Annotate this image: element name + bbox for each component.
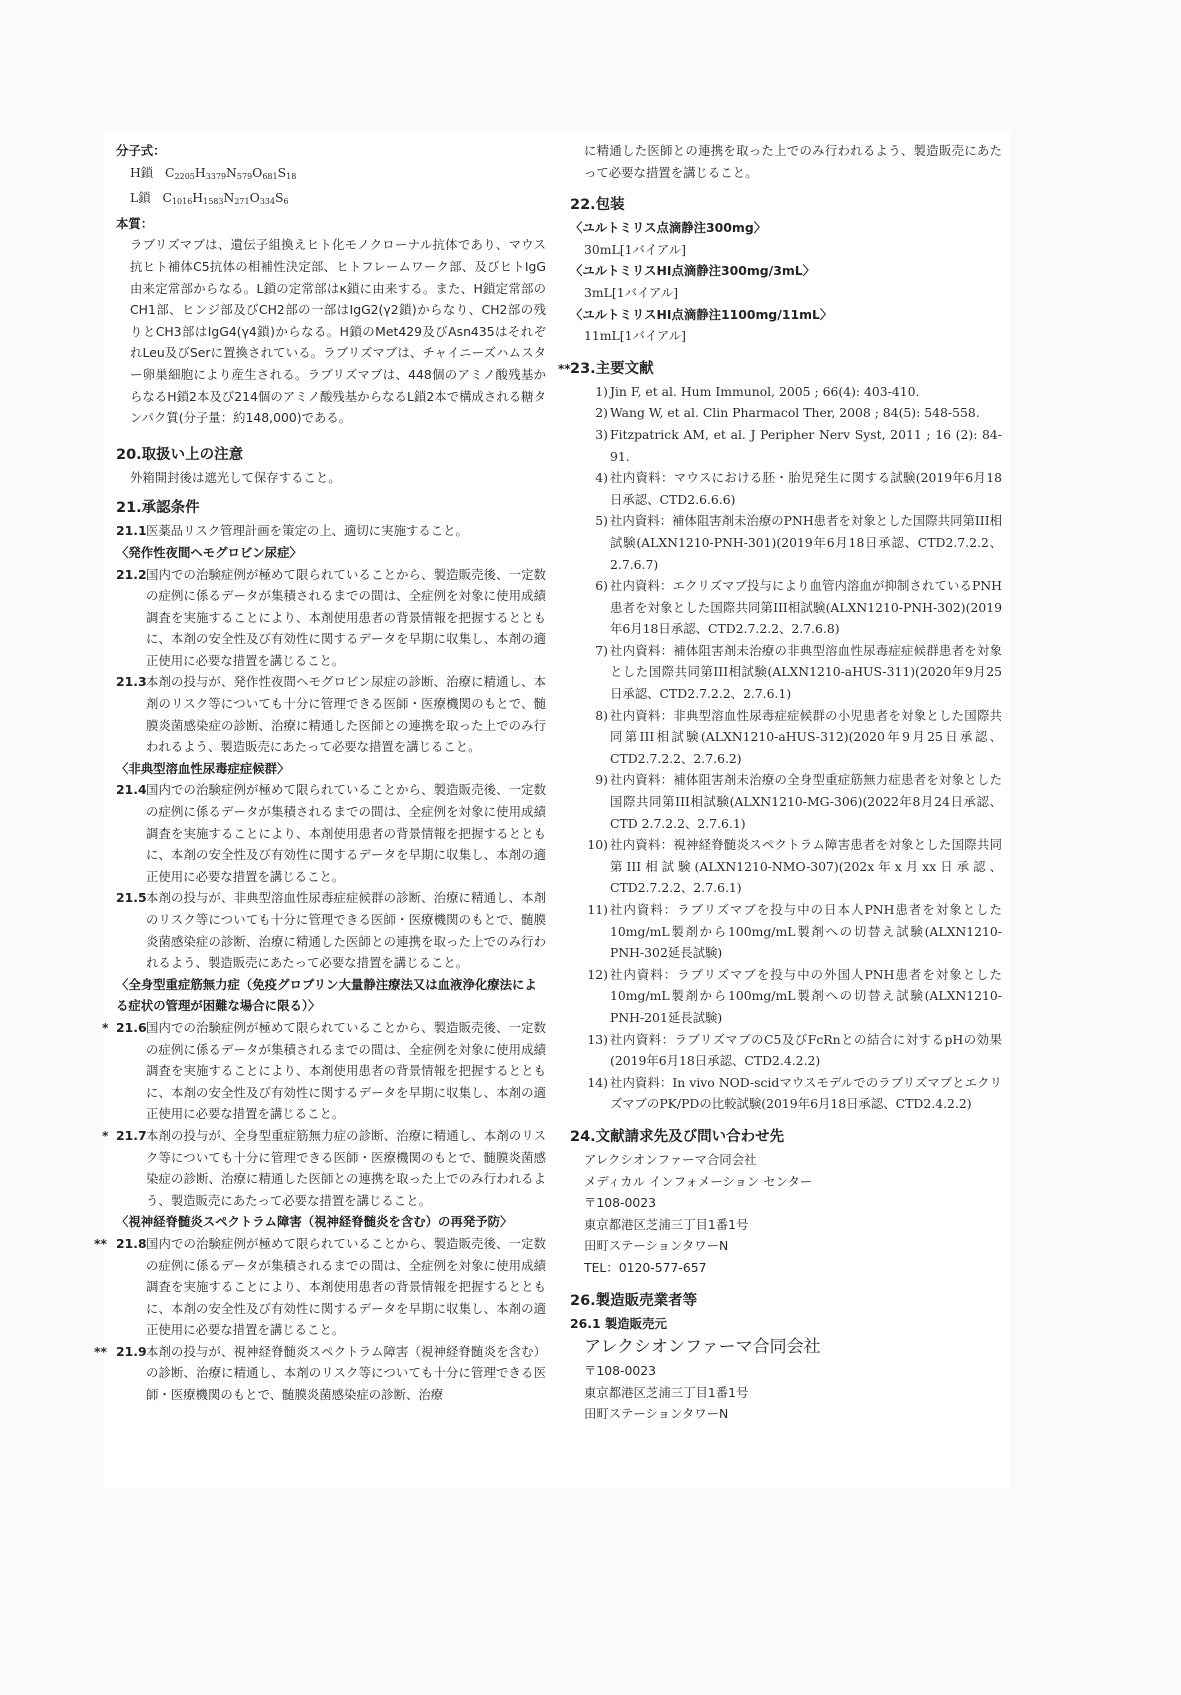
contact-line: メディカル インフォメーション センター bbox=[584, 1173, 813, 1189]
reference-number: 12) bbox=[587, 966, 608, 982]
package-content: 3mL[1バイアル] bbox=[584, 284, 679, 300]
left-column bbox=[94, 140, 546, 1406]
item-text: 国内での治験症例が極めて限られていることから、製造販売後、一定数の症例に係るデータが集積されるまでの間は、全症例を対象に使用成績調査を実施することにより、本剤使用患者の背景情報を把握するとともに、本剤の安全性及び有効性に関するデータを早期に収集し、本剤の適正使用に必要な措置を講じること。 bbox=[146, 1235, 546, 1338]
approval-condition-item bbox=[116, 520, 546, 542]
item-text: 本剤の投与が、発作性夜間ヘモグロビン尿症の診断、治療に精通し、本剤のリスク等についても十分に管理できる医師・医療機関のもとで、髄膜炎菌感染症の診断、治療に精通した医師との連携を取った上でのみ行われるよう、製造販売にあたって必要な措置を講じること。 bbox=[146, 674, 546, 755]
reference-number: 3) bbox=[595, 426, 608, 442]
reference-number: 11) bbox=[587, 902, 608, 917]
reference-item bbox=[570, 964, 1002, 1029]
element-count: 1583 bbox=[203, 197, 224, 207]
item-text: 本剤の投与が、視神経脊髄炎スペクトラム障害（視神経脊髄炎を含む）の診断、治療に精通し、本剤のリスク等についても十分に管理できる医師・医療機関のもとで、髄膜炎菌感染症の診断、治療 bbox=[146, 1343, 546, 1403]
section-21-continuation: に精通した医師との連携を取った上でのみ行われるよう、製造販売にあたって必要な措置を講じること。 bbox=[584, 143, 1002, 180]
reference-item bbox=[570, 834, 1002, 899]
reference-number: 13) bbox=[587, 1031, 608, 1047]
package-name: 〈ユルトミリス点滴静注300mg〉 bbox=[570, 220, 767, 236]
section-22-title: 22.包装 bbox=[570, 197, 625, 214]
element-count: 334 bbox=[259, 197, 276, 207]
element-symbol: C bbox=[165, 164, 175, 180]
reference-text: Fitzpatrick AM, et al. J Peripher Nerv Syst, 2011 ; 16 (2): 84-91. bbox=[610, 426, 1002, 464]
subsection-heading: 〈非典型溶血性尿毒症症候群〉 bbox=[116, 760, 290, 776]
revision-mark: * bbox=[102, 1127, 109, 1143]
element-symbol: O bbox=[249, 190, 260, 206]
reference-item bbox=[570, 1029, 1002, 1072]
approval-condition-item bbox=[116, 564, 546, 672]
reference-item bbox=[570, 467, 1002, 510]
reference-number: 10) bbox=[587, 837, 608, 853]
reference-number: 9) bbox=[595, 772, 608, 788]
section-21-title: 21.承認条件 bbox=[116, 500, 200, 517]
element-count: 18 bbox=[286, 171, 297, 181]
approval-condition-item bbox=[102, 1017, 546, 1125]
element-count: 579 bbox=[236, 171, 253, 181]
section-23-title bbox=[558, 357, 1002, 381]
contact-line: 田町ステーションタワーN bbox=[584, 1238, 729, 1254]
package-list bbox=[570, 217, 1002, 347]
reference-item bbox=[570, 510, 1002, 575]
item-text: 国内での治験症例が極めて限られていることから、製造販売後、一定数の症例に係るデータが集積されるまでの間は、全症例を対象に使用成績調査を実施することにより、本剤使用患者の背景情報を把握するとともに、本剤の安全性及び有効性に関するデータを早期に収集し、本剤の適正使用に必要な措置を講じること。 bbox=[146, 1019, 546, 1122]
reference-text: 社内資料：補体阻害剤未治療の全身型重症筋無力症患者を対象とした国際共同第III相試験(ALXN1210-MG-306)(2022年8月24日承認、CTD 2.7.2.2、2.7.6.1) bbox=[610, 772, 1002, 831]
section-26-1-label: 26.1 製造販売元 bbox=[570, 1315, 667, 1331]
reference-text: 社内資料：In vivo NOD-scidマウスモデルでのラブリズマブとエクリズマブのPK/PDの比較試験(2019年6月18日承認、CTD2.4.2.2) bbox=[610, 1074, 1002, 1112]
item-text: 本剤の投与が、全身型重症筋無力症の診断、治療に精通し、本剤のリスク等についても十分に管理できる医師・医療機関のもとで、髄膜炎菌感染症の診断、治療に精通した医師との連携を取った上でのみ行われるよう、製造販売にあたって必要な措置を講じること。 bbox=[146, 1127, 546, 1208]
molecular-formula-label: 分子式： bbox=[116, 143, 166, 158]
subsection-heading: 〈発作性夜間ヘモグロビン尿症〉 bbox=[116, 544, 302, 560]
item-number: 21.9 bbox=[116, 1343, 147, 1359]
reference-number: 14) bbox=[587, 1074, 608, 1090]
element-symbol: H bbox=[194, 164, 206, 180]
contact-block bbox=[570, 1149, 1002, 1279]
reference-list bbox=[570, 381, 1002, 1115]
subsection-heading: 〈全身型重症筋無力症（免疫グロブリン大量静注療法又は血液浄化療法による症状の管理が困難な場合に限る）〉 bbox=[116, 976, 537, 1014]
reference-number: 8) bbox=[595, 707, 608, 723]
item-text: 医薬品リスク管理計画を策定の上、適切に実施すること。 bbox=[146, 523, 468, 539]
reference-number: 6) bbox=[595, 578, 608, 594]
reference-text: 社内資料：エクリズマブ投与により血管内溶血が抑制されているPNH患者を対象とした国際共同第III相試験(ALXN1210-PNH-302)(2019年6月18日承認、CTD2.7.2.2、2.7.6.8) bbox=[610, 578, 1002, 637]
item-number: 21.5 bbox=[116, 890, 147, 906]
reference-number: 4) bbox=[595, 470, 608, 486]
section-24-title: 24.文献請求先及び問い合わせ先 bbox=[570, 1128, 785, 1145]
element-symbol: N bbox=[226, 164, 237, 180]
reference-item bbox=[570, 640, 1002, 705]
revision-mark: ** bbox=[94, 1343, 107, 1359]
revision-mark: ** bbox=[558, 361, 571, 376]
item-number: 21.6 bbox=[116, 1019, 147, 1035]
reference-text: 社内資料：ラブリズマブを投与中の日本人PNH患者を対象とした10mg/mL製剤から100mg/mL製剤への切替え試験(ALXN1210-PNH-302延長試験) bbox=[610, 902, 1002, 961]
l-chain-formula bbox=[116, 187, 546, 213]
reference-text: 社内資料：補体阻害剤未治療の非典型溶血性尿毒症症候群患者を対象とした国際共同第III相試験(ALXN1210-aHUS-311)(2020年9月25日承認、CTD2.7.2.2、2.7.6.1) bbox=[610, 642, 1002, 702]
reference-text: 社内資料：ラブリズマブを投与中の外国人PNH患者を対象とした10mg/mL製剤から100mg/mL製剤への切替え試験(ALXN1210-PNH-201延長試験) bbox=[610, 966, 1002, 1025]
reference-text: 社内資料：補体阻害剤未治療のPNH患者を対象とした国際共同第III相試験(ALXN1210-PNH-301)(2019年6月18日承認、CTD2.7.2.2、2.7.6.7) bbox=[610, 513, 1002, 572]
address-line: 〒108-0023 bbox=[584, 1363, 657, 1379]
address-line: 田町ステーションタワーN bbox=[584, 1406, 729, 1422]
package-name: 〈ユルトミリスHI点滴静注1100mg/11mL〉 bbox=[570, 306, 833, 322]
element-count: 271 bbox=[234, 197, 250, 207]
section-21-items bbox=[94, 520, 546, 1405]
reference-item bbox=[570, 575, 1002, 640]
approval-condition-item bbox=[116, 887, 546, 973]
element-symbol: S bbox=[277, 164, 287, 180]
element-count: 2205 bbox=[174, 171, 195, 181]
formula bbox=[165, 165, 296, 180]
subsection-heading: 〈視神経脊髄炎スペクトラム障害（視神経脊髄炎を含む）の再発予防〉 bbox=[116, 1214, 513, 1230]
element-count: 681 bbox=[262, 171, 278, 181]
element-symbol: O bbox=[252, 164, 263, 180]
reference-number: 2) bbox=[595, 405, 608, 421]
reference-number: 7) bbox=[595, 642, 608, 658]
reference-text: Jin F, et al. Hum Immunol, 2005 ; 66(4): 403-410. bbox=[610, 383, 920, 399]
reference-text: 社内資料：非典型溶血性尿毒症症候群の小児患者を対象とした国際共同第III相試験(ALXN1210-aHUS-312)(2020年9月25日承認、CTD2.7.2.2、2.7.6.2) bbox=[610, 707, 1002, 766]
element-symbol: H bbox=[192, 190, 204, 206]
item-text: 国内での治験症例が極めて限られていることから、製造販売後、一定数の症例に係るデータが集積されるまでの間は、全症例を対象に使用成績調査を実施することにより、本剤使用患者の背景情報を把握するとともに、本剤の安全性及び有効性に関するデータを早期に収集し、本剤の適正使用に必要な措置を講じること。 bbox=[146, 782, 546, 884]
element-count: 1016 bbox=[171, 197, 193, 207]
reference-item bbox=[570, 424, 1002, 467]
address-block bbox=[570, 1360, 1002, 1425]
package-name: 〈ユルトミリスHI点滴静注300mg/3mL〉 bbox=[570, 263, 816, 279]
h-chain-formula bbox=[116, 162, 546, 188]
reference-text: 社内資料：ラブリズマブのC5及びFcRnとの結合に対するpHの効果(2019年6月18日承認、CTD2.4.2.2) bbox=[610, 1031, 1002, 1069]
section-23-title-text: 23.主要文献 bbox=[570, 360, 654, 377]
contact-line: 東京都港区芝浦三丁目1番1号 bbox=[584, 1216, 749, 1232]
reference-item bbox=[570, 1072, 1002, 1115]
element-count: 3379 bbox=[205, 171, 227, 181]
item-text: 本剤の投与が、非典型溶血性尿毒症症候群の診断、治療に精通し、本剤のリスク等についても十分に管理できる医師・医療機関のもとで、髄膜炎菌感染症の診断、治療に精通した医師との連携を取った上でのみ行われるよう、製造販売にあたって必要な措置を講じること。 bbox=[146, 890, 546, 971]
reference-number: 5) bbox=[595, 513, 608, 529]
approval-condition-item bbox=[94, 1233, 546, 1341]
address-line: 東京都港区芝浦三丁目1番1号 bbox=[584, 1384, 749, 1400]
essence-label: 本質： bbox=[116, 215, 154, 231]
item-number: 21.2 bbox=[116, 566, 147, 582]
contact-line: 〒108-0023 bbox=[584, 1195, 657, 1211]
section-20-text: 外箱開封後は遮光して保存すること。 bbox=[130, 469, 341, 485]
package-content: 11mL[1バイアル] bbox=[584, 328, 686, 344]
reference-text: 社内資料：視神経脊髄炎スペクトラム障害患者を対象とした国際共同第III相試験(ALXN1210-NMO-307)(202x年x月xx日承認、CTD2.7.2.2、2.7.6.1) bbox=[610, 837, 1002, 896]
element-symbol: S bbox=[275, 190, 284, 206]
reference-text: Wang W, et al. Clin Pharmacol Ther, 2008 ; 84(5): 548-558. bbox=[610, 405, 980, 421]
section-26-title: 26.製造販売業者等 bbox=[570, 1292, 698, 1309]
revision-mark: * bbox=[102, 1019, 109, 1035]
item-number: 21.1 bbox=[116, 523, 147, 539]
company-name: アレクシオンファーマ合同会社 bbox=[584, 1337, 821, 1358]
item-number: 21.8 bbox=[116, 1235, 147, 1251]
reference-item bbox=[570, 899, 1002, 964]
revision-mark: ** bbox=[94, 1235, 107, 1251]
reference-item bbox=[570, 705, 1002, 770]
reference-item bbox=[570, 381, 1002, 403]
approval-condition-item bbox=[94, 1341, 546, 1406]
reference-item bbox=[570, 769, 1002, 834]
l-chain-label: L鎖 bbox=[130, 190, 151, 206]
element-count: 6 bbox=[283, 197, 289, 207]
document-page bbox=[94, 132, 1010, 1487]
approval-condition-item bbox=[102, 1125, 546, 1211]
reference-number: 1) bbox=[595, 383, 608, 399]
item-number: 21.3 bbox=[116, 674, 147, 690]
element-symbol: C bbox=[162, 190, 172, 206]
essence-text: ラブリズマブは、遺伝子組換えヒト化モノクローナル抗体であり、マウス抗ヒト補体C5抗体の相補性決定部、ヒトフレームワーク部、及びヒトIgG由来定常部からなる。L鎖の定常部はκ鎖に由来する。また、H鎖定常部のCH1部、ヒンジ部及びCH2部の一部はIgG2(γ2鎖)からなり、CH2部の残りとCH3部はIgG4(γ4鎖)からなる。H鎖のMet429及びAsn435はそれぞれLeu及びSerに置換されている。ラブリズマブは、チャイニーズハムスター卵巣細胞により産生される。ラブリズマブは、448個のアミノ酸残基からなるH鎖2本及び214個のアミノ酸残基からなるL鎖2本で構成される糖タンパク質(分子量：約148,000)である。 bbox=[130, 237, 546, 426]
item-number: 21.7 bbox=[116, 1127, 147, 1143]
item-number: 21.4 bbox=[116, 782, 147, 798]
item-text: 国内での治験症例が極めて限られていることから、製造販売後、一定数の症例に係るデータが集積されるまでの間は、全症例を対象に使用成績調査を実施することにより、本剤使用患者の背景情報を把握するとともに、本剤の安全性及び有効性に関するデータを早期に収集し、本剤の適正使用に必要な措置を講じること。 bbox=[146, 566, 546, 668]
element-symbol: N bbox=[223, 190, 235, 206]
reference-text: 社内資料：マウスにおける胚・胎児発生に関する試験(2019年6月18日承認、CTD2.6.6.6) bbox=[610, 470, 1002, 507]
approval-condition-item bbox=[116, 779, 546, 887]
package-content: 30mL[1バイアル] bbox=[584, 241, 686, 257]
contact-line: アレクシオンファーマ合同会社 bbox=[584, 1151, 757, 1167]
right-column bbox=[558, 140, 1002, 1425]
formula bbox=[162, 190, 288, 205]
section-20-title: 20.取扱い上の注意 bbox=[116, 446, 244, 463]
h-chain-label: H鎖 bbox=[130, 164, 154, 180]
reference-item bbox=[570, 402, 1002, 424]
approval-condition-item bbox=[116, 671, 546, 757]
contact-line: TEL：0120-577-657 bbox=[584, 1259, 707, 1275]
